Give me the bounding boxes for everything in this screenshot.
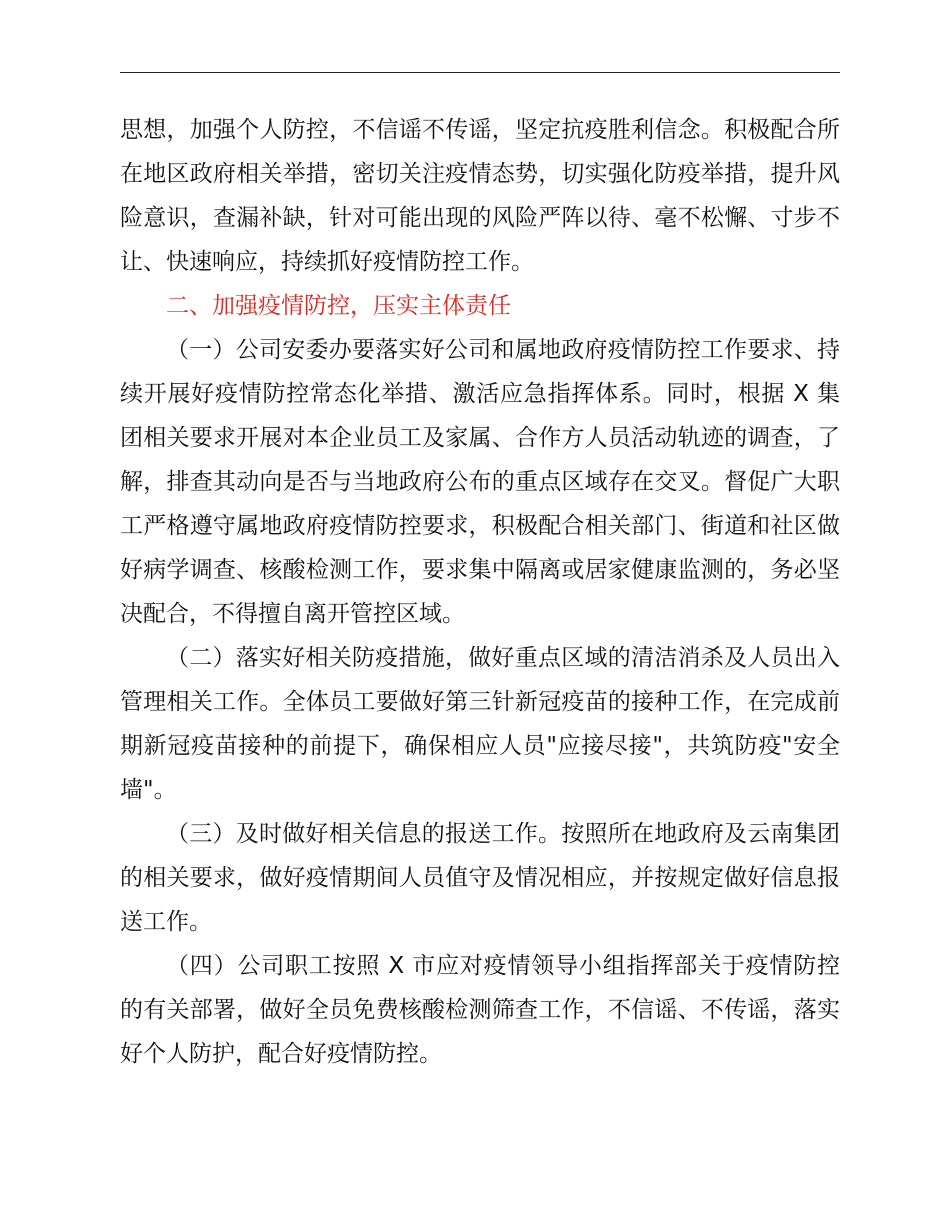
paragraph-item-3: （三）及时做好相关信息的报送工作。按照所在地政府及云南集团的相关要求，做好疫情期间人员值守及情况相应，并按规定做好信息报送工作。 [120,821,840,935]
paragraph-item-1: （一）公司安委办要落实好公司和属地政府疫情防控工作要求、持续开展好疫情防控常态化举措、激活应急指挥体系。同时，根据 X 集团相关要求开展对本企业员工及家属、合作方人员活动轨迹的调查，了解，排查其动向是否与当地政府公布的重点区域存在交叉。督促广大职工严格遵守属地政府疫情防控要求，积极配合相关部门、街道和社区做好病学调查、核酸检测工作，要求集中隔离或居家健康监测的，务必坚决配合，不得擅自离开管控区域。 [120,337,840,627]
header-rule [120,72,840,73]
paragraph-continued: 思想，加强个人防控，不信谣不传谣，坚定抗疫胜利信念。积极配合所在地区政府相关举措，密切关注疫情态势，切实强化防疫举措，提升风险意识，查漏补缺，针对可能出现的风险严阵以待、毫不松懈、寸步不让、快速响应，持续抓好疫情防控工作。 [120,117,840,275]
document-body [120,108,840,1076]
section-heading: 二、加强疫情防控，压实主体责任 [166,293,511,319]
paragraph-item-4: （四）公司职工按照 X 市应对疫情领导小组指挥部关于疫情防控的有关部署，做好全员免费核酸检测筛查工作，不信谣、不传谣，落实好个人防护，配合好疫情防控。 [120,953,840,1067]
paragraph-item-2: （二）落实好相关防疫措施，做好重点区域的清洁消杀及人员出入管理相关工作。全体员工要做好第三针新冠疫苗的接种工作，在完成前期新冠疫苗接种的前提下，确保相应人员"应接尽接"，共筑防疫"安全墙"。 [120,645,840,803]
